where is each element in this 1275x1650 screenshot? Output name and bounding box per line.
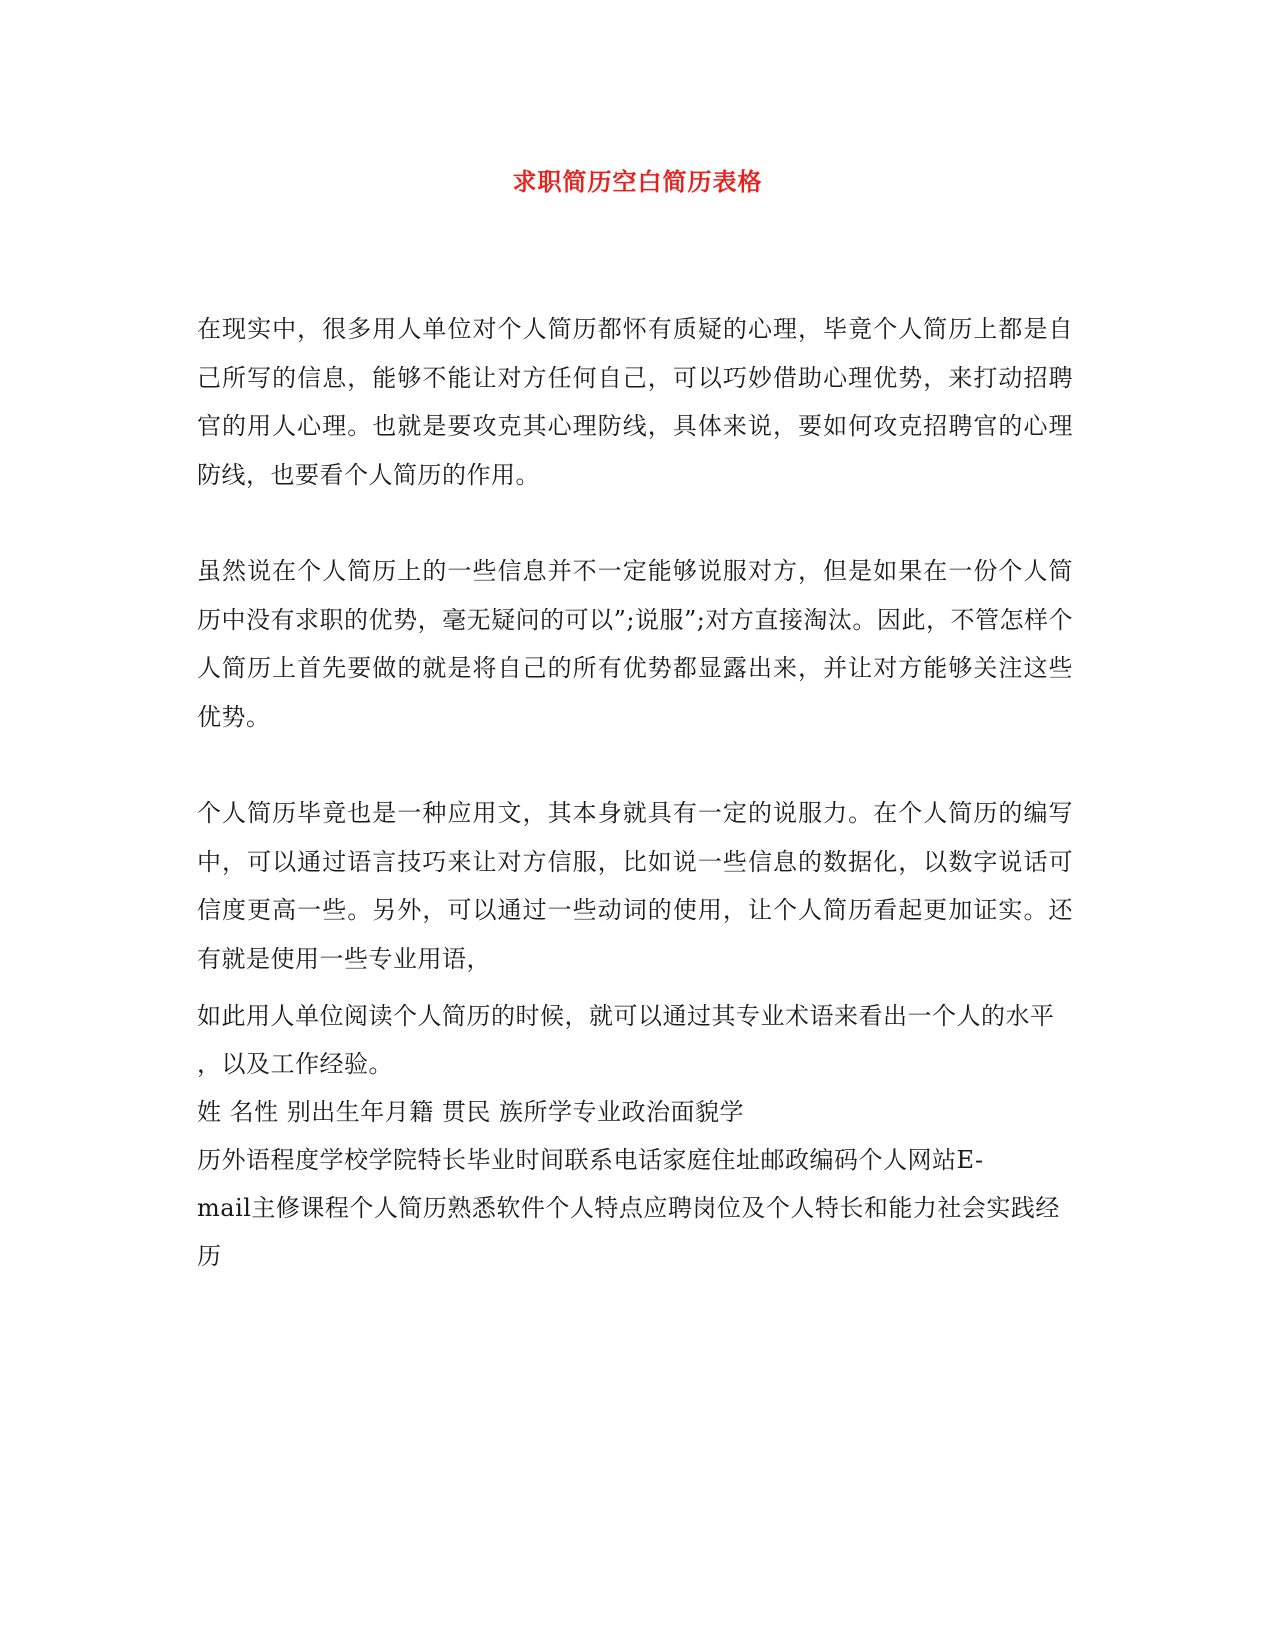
form-fields-line-4: 历: [197, 1242, 222, 1270]
form-fields-line-2: 历外语程度学校学院特长毕业时间联系电话家庭住址邮政编码个人网站E-: [197, 1146, 984, 1174]
paragraph-2: 虽然说在个人简历上的一些信息并不一定能够说服对方，但是如果在一份个人简历中没有求职的优势，毫无疑问的可以”;说服”;对方直接淘汰。因此，不管怎样个人简历上首先要做的就是将自己的所有优势都显露出来，并让对方能够关注这些优势。: [197, 557, 1073, 731]
paragraph-3: 个人简历毕竟也是一种应用文，其本身就具有一定的说服力。在个人简历的编写中，可以通过语言技巧来让对方信服，比如说一些信息的数据化，以数字说话可信度更高一些。另外，可以通过一些动词的使用，让个人简历看起更加证实。还有就是使用一些专业用语，: [197, 799, 1073, 973]
paragraph-1: 在现实中，很多用人单位对个人简历都怀有质疑的心理，毕竟个人简历上都是自己所写的信息，能够不能让对方任何自己，可以巧妙借助心理优势，来打动招聘官的用人心理。也就是要攻克其心理防线，具体来说，要如何攻克招聘官的心理防线，也要看个人简历的作用。: [197, 315, 1073, 489]
document-title: 求职简历空白简历表格: [512, 167, 763, 196]
closing-line: 如此用人单位阅读个人简历的时候，就可以通过其专业术语来看出一个人的水平: [197, 1002, 1055, 1030]
form-fields-line-3: mail主修课程个人简历熟悉软件个人特点应聘岗位及个人特长和能力社会实践经: [197, 1194, 1060, 1222]
closing-tail: ，以及工作经验。: [197, 1050, 393, 1078]
form-fields-line-1: 姓 名性 别出生年月籍 贯民 族所学专业政治面貌学: [197, 1098, 745, 1126]
